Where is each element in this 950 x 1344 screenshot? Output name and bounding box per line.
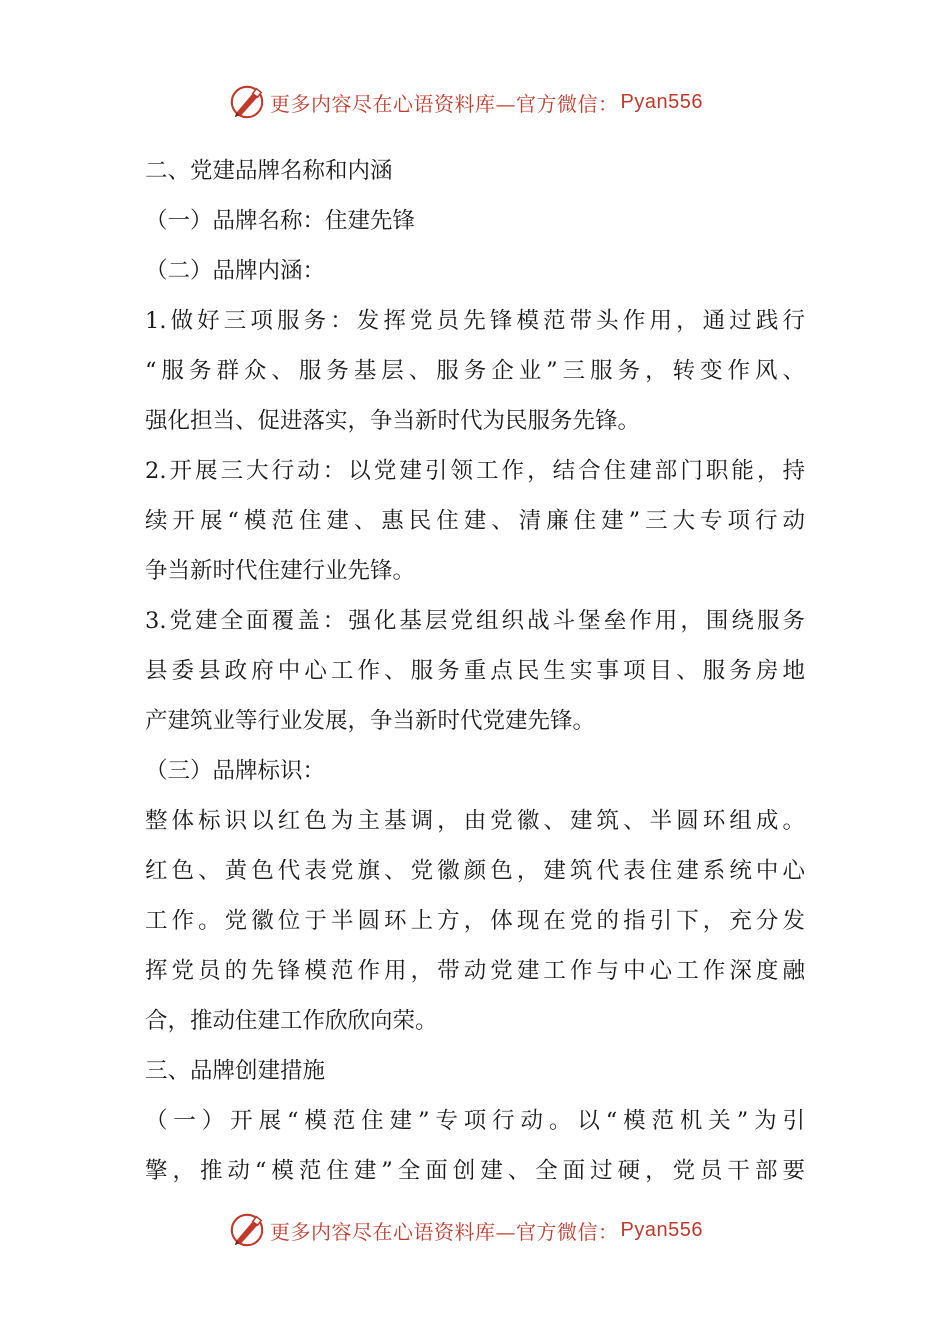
paragraph-line: 挥党员的先锋模范作用，带动党建工作与中心工作深度融 (145, 958, 805, 984)
subsection-brand-logo: （三）品牌标识： (145, 758, 326, 784)
paragraph-line: 强化担当、促进落实，争当新时代为民服务先锋。 (145, 408, 641, 434)
paragraph-line: 产建筑业等行业发展，争当新时代党建先锋。 (145, 708, 596, 734)
footer-watermark-banner (228, 1210, 748, 1250)
banner-text: 更多内容尽在心语资料库—官方微信： (270, 1219, 619, 1244)
paragraph-line: “服务群众、服务基层、服务企业”三服务，转变作风、 (145, 358, 805, 384)
header-watermark-banner (228, 82, 748, 122)
document-body (145, 146, 805, 1196)
banner-wechat-id: Pyan556 (620, 90, 703, 113)
pen-logo-icon (228, 83, 266, 121)
paragraph-line: 续开展“模范住建、惠民住建、清廉住建”三大专项行动 (145, 508, 805, 534)
paragraph-line: 整体标识以红色为主基调，由党徽、建筑、半圆环组成。 (145, 808, 805, 834)
banner-wechat-id: Pyan556 (620, 1218, 703, 1241)
paragraph-line: 合，推动住建工作欣欣向荣。 (145, 1008, 438, 1034)
section-heading-2: 二、党建品牌名称和内涵 (145, 158, 393, 184)
paragraph-line: 工作。党徽位于半圆环上方，体现在党的指引下，充分发 (145, 908, 805, 934)
section-heading-3: 三、品牌创建措施 (145, 1058, 326, 1084)
subsection-brand-name: （一）品牌名称：住建先锋 (145, 208, 416, 234)
subsection-brand-meaning: （二）品牌内涵： (145, 258, 326, 284)
banner-text: 更多内容尽在心语资料库—官方微信： (270, 91, 619, 116)
pen-logo-icon (228, 1211, 266, 1249)
paragraph-line: （一）开展“模范住建”专项行动。以“模范机关”为引 (145, 1108, 805, 1134)
paragraph-line: 红色、黄色代表党旗、党徽颜色，建筑代表住建系统中心 (145, 858, 805, 884)
paragraph-line: 县委县政府中心工作、服务重点民生实事项目、服务房地 (145, 658, 805, 684)
paragraph-line: 1.做好三项服务：发挥党员先锋模范带头作用，通过践行 (145, 308, 805, 334)
paragraph-line: 3.党建全面覆盖：强化基层党组织战斗堡垒作用，围绕服务 (145, 608, 805, 634)
paragraph-line: 2.开展三大行动：以党建引领工作，结合住建部门职能，持 (145, 458, 805, 484)
paragraph-line: 擎，推动“模范住建”全面创建、全面过硬，党员干部要 (145, 1158, 805, 1184)
paragraph-line: 争当新时代住建行业先锋。 (145, 558, 416, 584)
